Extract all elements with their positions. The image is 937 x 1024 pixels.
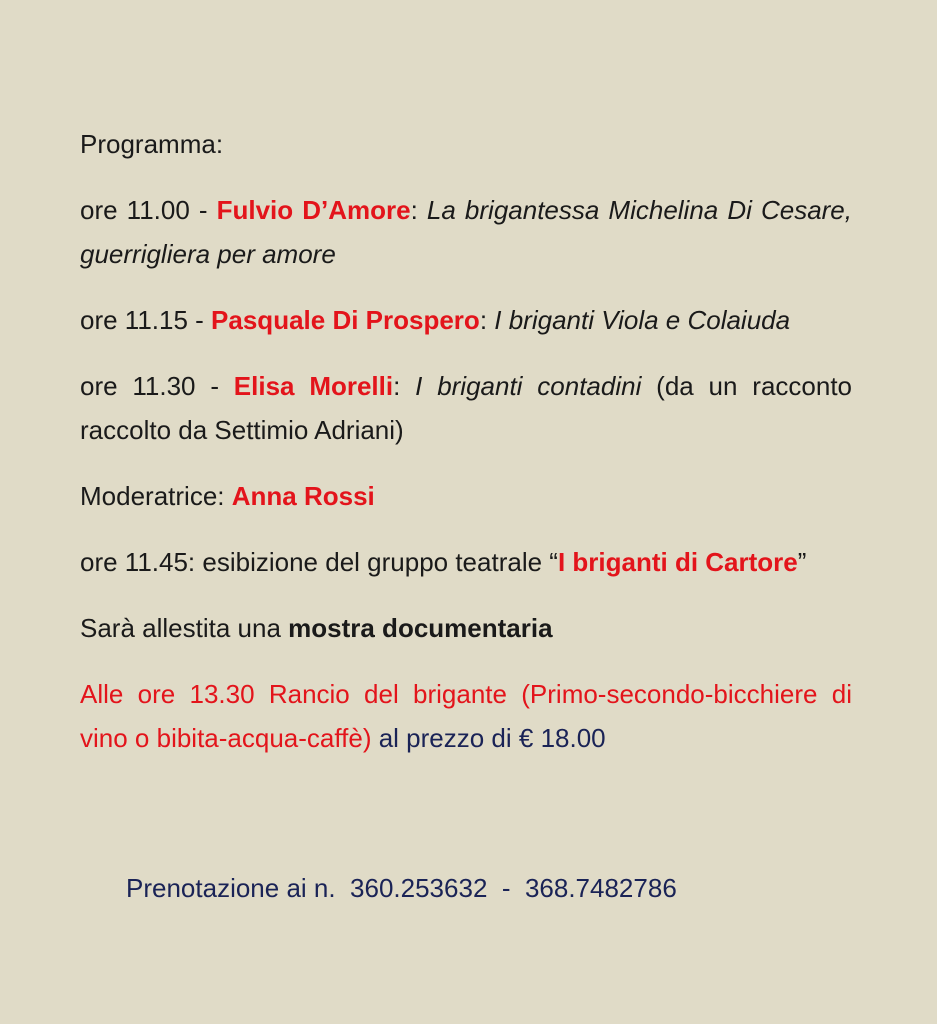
item-time: ore 11.15 - xyxy=(80,305,212,335)
exhibition-text: Sarà allestita una xyxy=(80,613,289,643)
moderator-line xyxy=(80,474,852,518)
program-item xyxy=(80,298,852,342)
item-separator: : xyxy=(479,305,495,335)
theatre-line xyxy=(80,540,852,584)
program-content xyxy=(80,122,852,782)
item-speaker: Pasquale Di Prospero xyxy=(211,305,480,335)
lunch-line xyxy=(80,672,852,760)
item-extra: (da un racconto raccolto da Settimio Adriani) xyxy=(80,371,853,445)
item-time: ore 11.30 - xyxy=(80,371,234,401)
lunch-price: al prezzo di € 18.00 xyxy=(371,723,606,753)
moderator-label: Moderatrice: xyxy=(80,481,232,511)
program-item xyxy=(80,364,852,452)
item-speaker: Fulvio D’Amore xyxy=(216,195,411,225)
lunch-text: Alle ore 13.30 Rancio del brigante (Primo-secondo-bicchiere di vino o bibita-acqua-caffè) xyxy=(80,679,852,753)
item-separator: : xyxy=(410,195,427,225)
item-time: ore 11.00 - xyxy=(80,195,217,225)
moderator-name: Anna Rossi xyxy=(231,481,375,511)
item-separator: : xyxy=(393,371,416,401)
program-item xyxy=(80,188,852,276)
theatre-text: ore 11.45: esibizione del gruppo teatrale “ xyxy=(80,547,558,577)
item-title: I briganti Viola e Colaiuda xyxy=(494,305,791,335)
booking-line: Prenotazione ai n. 360.253632 - 368.7482786 xyxy=(126,873,677,903)
theatre-group: I briganti di Cartore xyxy=(557,547,798,577)
theatre-close: ” xyxy=(797,547,807,577)
item-speaker: Elisa Morelli xyxy=(233,371,394,401)
exhibition-highlight: mostra documentaria xyxy=(288,613,553,643)
item-title: La brigantessa Michelina Di Cesare, guerrigliera per amore xyxy=(80,195,852,269)
exhibition-line xyxy=(80,606,852,650)
program-heading: Programma: xyxy=(80,129,224,159)
item-title: I briganti contadini xyxy=(415,371,642,401)
